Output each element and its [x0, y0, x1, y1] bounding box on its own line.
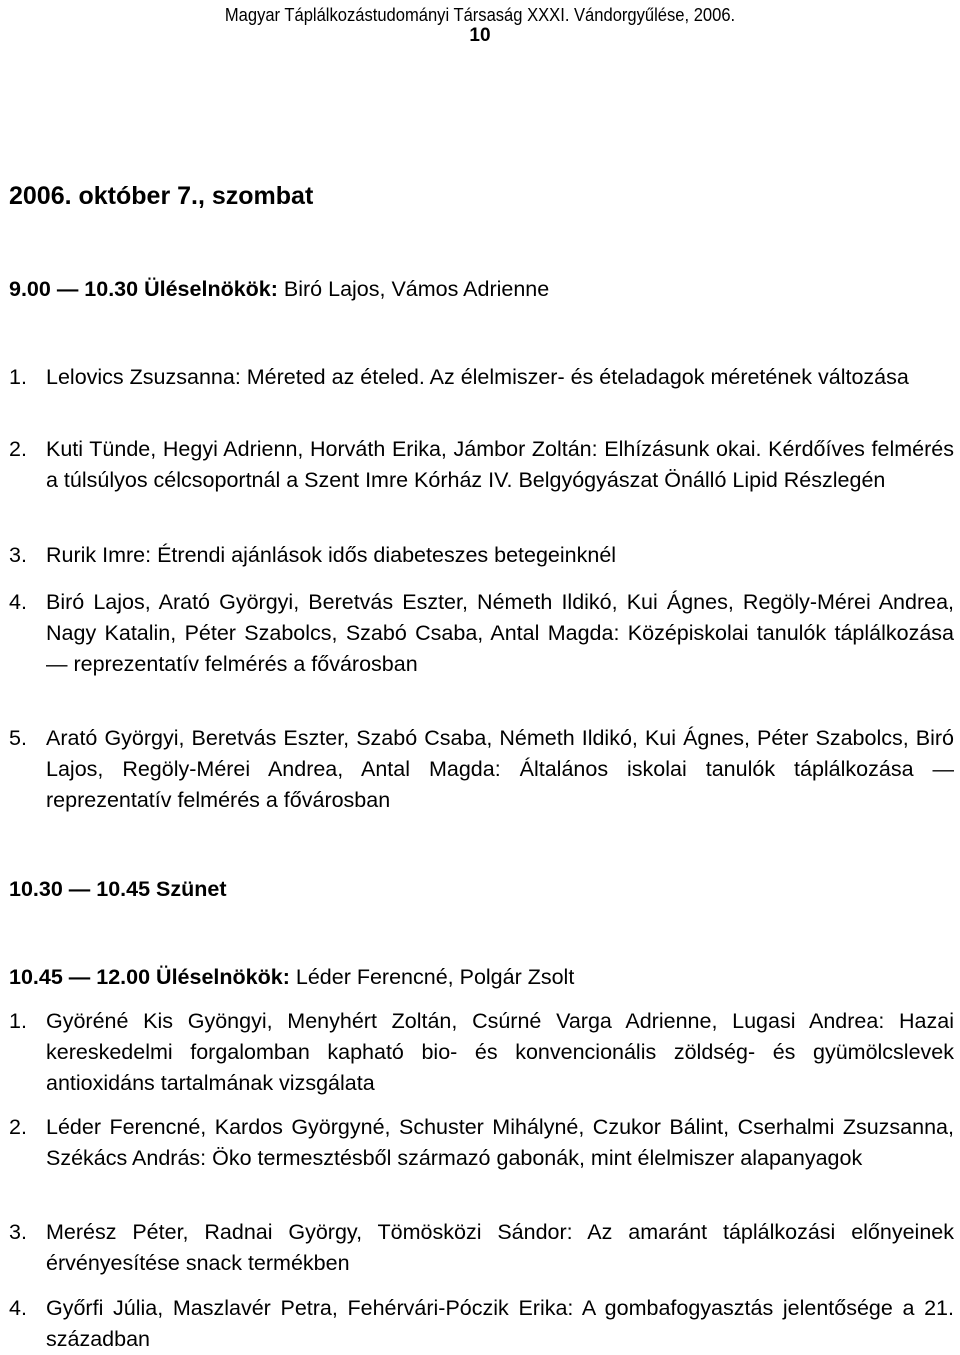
- session-1-item-2: [9, 434, 954, 496]
- item-text: Biró Lajos, Arató Györgyi, Beretvás Eszter, Németh Ildikó, Kui Ágnes, Regöly-Mérei Andrea, Nagy Katalin, Péter Szabolcs, Szabó Csaba, Antal Magda: Középiskolai tanulók táplálkozása — reprezentatív felmérés a fővárosban: [46, 590, 954, 676]
- session-1-chairs: Biró Lajos, Vámos Adrienne: [283, 277, 550, 301]
- session-2-item-3: [9, 1217, 954, 1279]
- item-number: 4.: [9, 1296, 27, 1320]
- session-2-chairs-label: Üléselnökök:: [156, 965, 290, 989]
- session-1-item-5: [9, 723, 954, 816]
- item-number: 4.: [9, 590, 27, 614]
- item-number: 3.: [9, 1220, 27, 1244]
- session-2-item-1: [9, 1006, 954, 1099]
- session-2-header: [9, 962, 954, 992]
- item-number: 2.: [9, 1115, 27, 1139]
- item-text: Lelovics Zsuzsanna: Méreted az ételed. Az élelmiszer- és ételadagok méretének változása: [46, 365, 909, 389]
- session-2-item-2: [9, 1112, 954, 1174]
- item-number: 1.: [9, 1009, 27, 1033]
- session-1-item-4: [9, 587, 954, 680]
- item-number: 1.: [9, 365, 27, 389]
- running-header: Magyar Táplálkozástudományi Társaság XXXI. Vándorgyűlése, 2006.: [224, 5, 736, 25]
- session-1-item-1: [9, 362, 954, 393]
- item-number: 5.: [9, 726, 27, 750]
- item-text: Rurik Imre: Étrendi ajánlások idős diabeteszes betegeinknél: [46, 543, 617, 567]
- item-text: Léder Ferencné, Kardos Györgyné, Schuster Mihályné, Czukor Bálint, Cserhalmi Zsuzsanna, Székács András: Öko termesztésből származó gabonák, mint élelmiszer alapanyagok: [46, 1115, 954, 1170]
- session-2-time: 10.45 — 12.00: [9, 965, 151, 989]
- page-number: 10: [469, 25, 491, 46]
- item-text: Arató Györgyi, Beretvás Eszter, Szabó Csaba, Németh Ildikó, Kui Ágnes, Péter Szabolcs, Biró Lajos, Regöly-Mérei Andrea, Antal Magda: Általános iskolai tanulók táplálkozása — reprezentatív felmérés a fővárosban: [46, 726, 954, 812]
- item-text: Merész Péter, Radnai György, Tömösközi Sándor: Az amaránt táplálkozási előnyeinek érvényesítése snack termékben: [46, 1220, 954, 1275]
- item-number: 2.: [9, 437, 27, 461]
- item-text: Győrfi Júlia, Maszlavér Petra, Fehérvári-Póczik Erika: A gombafogyasztás jelentősége a 21. században: [46, 1296, 954, 1351]
- session-2-item-4: [9, 1293, 954, 1355]
- item-text: Györéné Kis Gyöngyi, Menyhért Zoltán, Csúrné Varga Adrienne, Lugasi Andrea: Hazai kereskedelmi forgalomban kapható bio- és konvencionális zöldség- és gyümölcslevek antioxidáns tartalmának vizsgálata: [46, 1009, 954, 1095]
- session-1-item-3: [9, 540, 954, 571]
- session-1-time: 9.00 — 10.30: [9, 277, 139, 301]
- break-line: [9, 874, 954, 904]
- session-1-header: [9, 274, 954, 304]
- break-time: 10.30 — 10.45: [9, 877, 151, 901]
- break-label: Szünet: [156, 877, 227, 901]
- session-1-chairs-label: Üléselnökök:: [144, 277, 278, 301]
- date-heading: 2006. október 7., szombat: [9, 182, 314, 210]
- item-number: 3.: [9, 543, 27, 567]
- item-text: Kuti Tünde, Hegyi Adrienn, Horváth Erika, Jámbor Zoltán: Elhízásunk okai. Kérdőíves felmérés a túlsúlyos célcsoportnál a Szent Imre Kórház IV. Belgyógyászat Önálló Lipid Részlegén: [46, 437, 954, 492]
- session-2-chairs: Léder Ferencné, Polgár Zsolt: [295, 965, 575, 989]
